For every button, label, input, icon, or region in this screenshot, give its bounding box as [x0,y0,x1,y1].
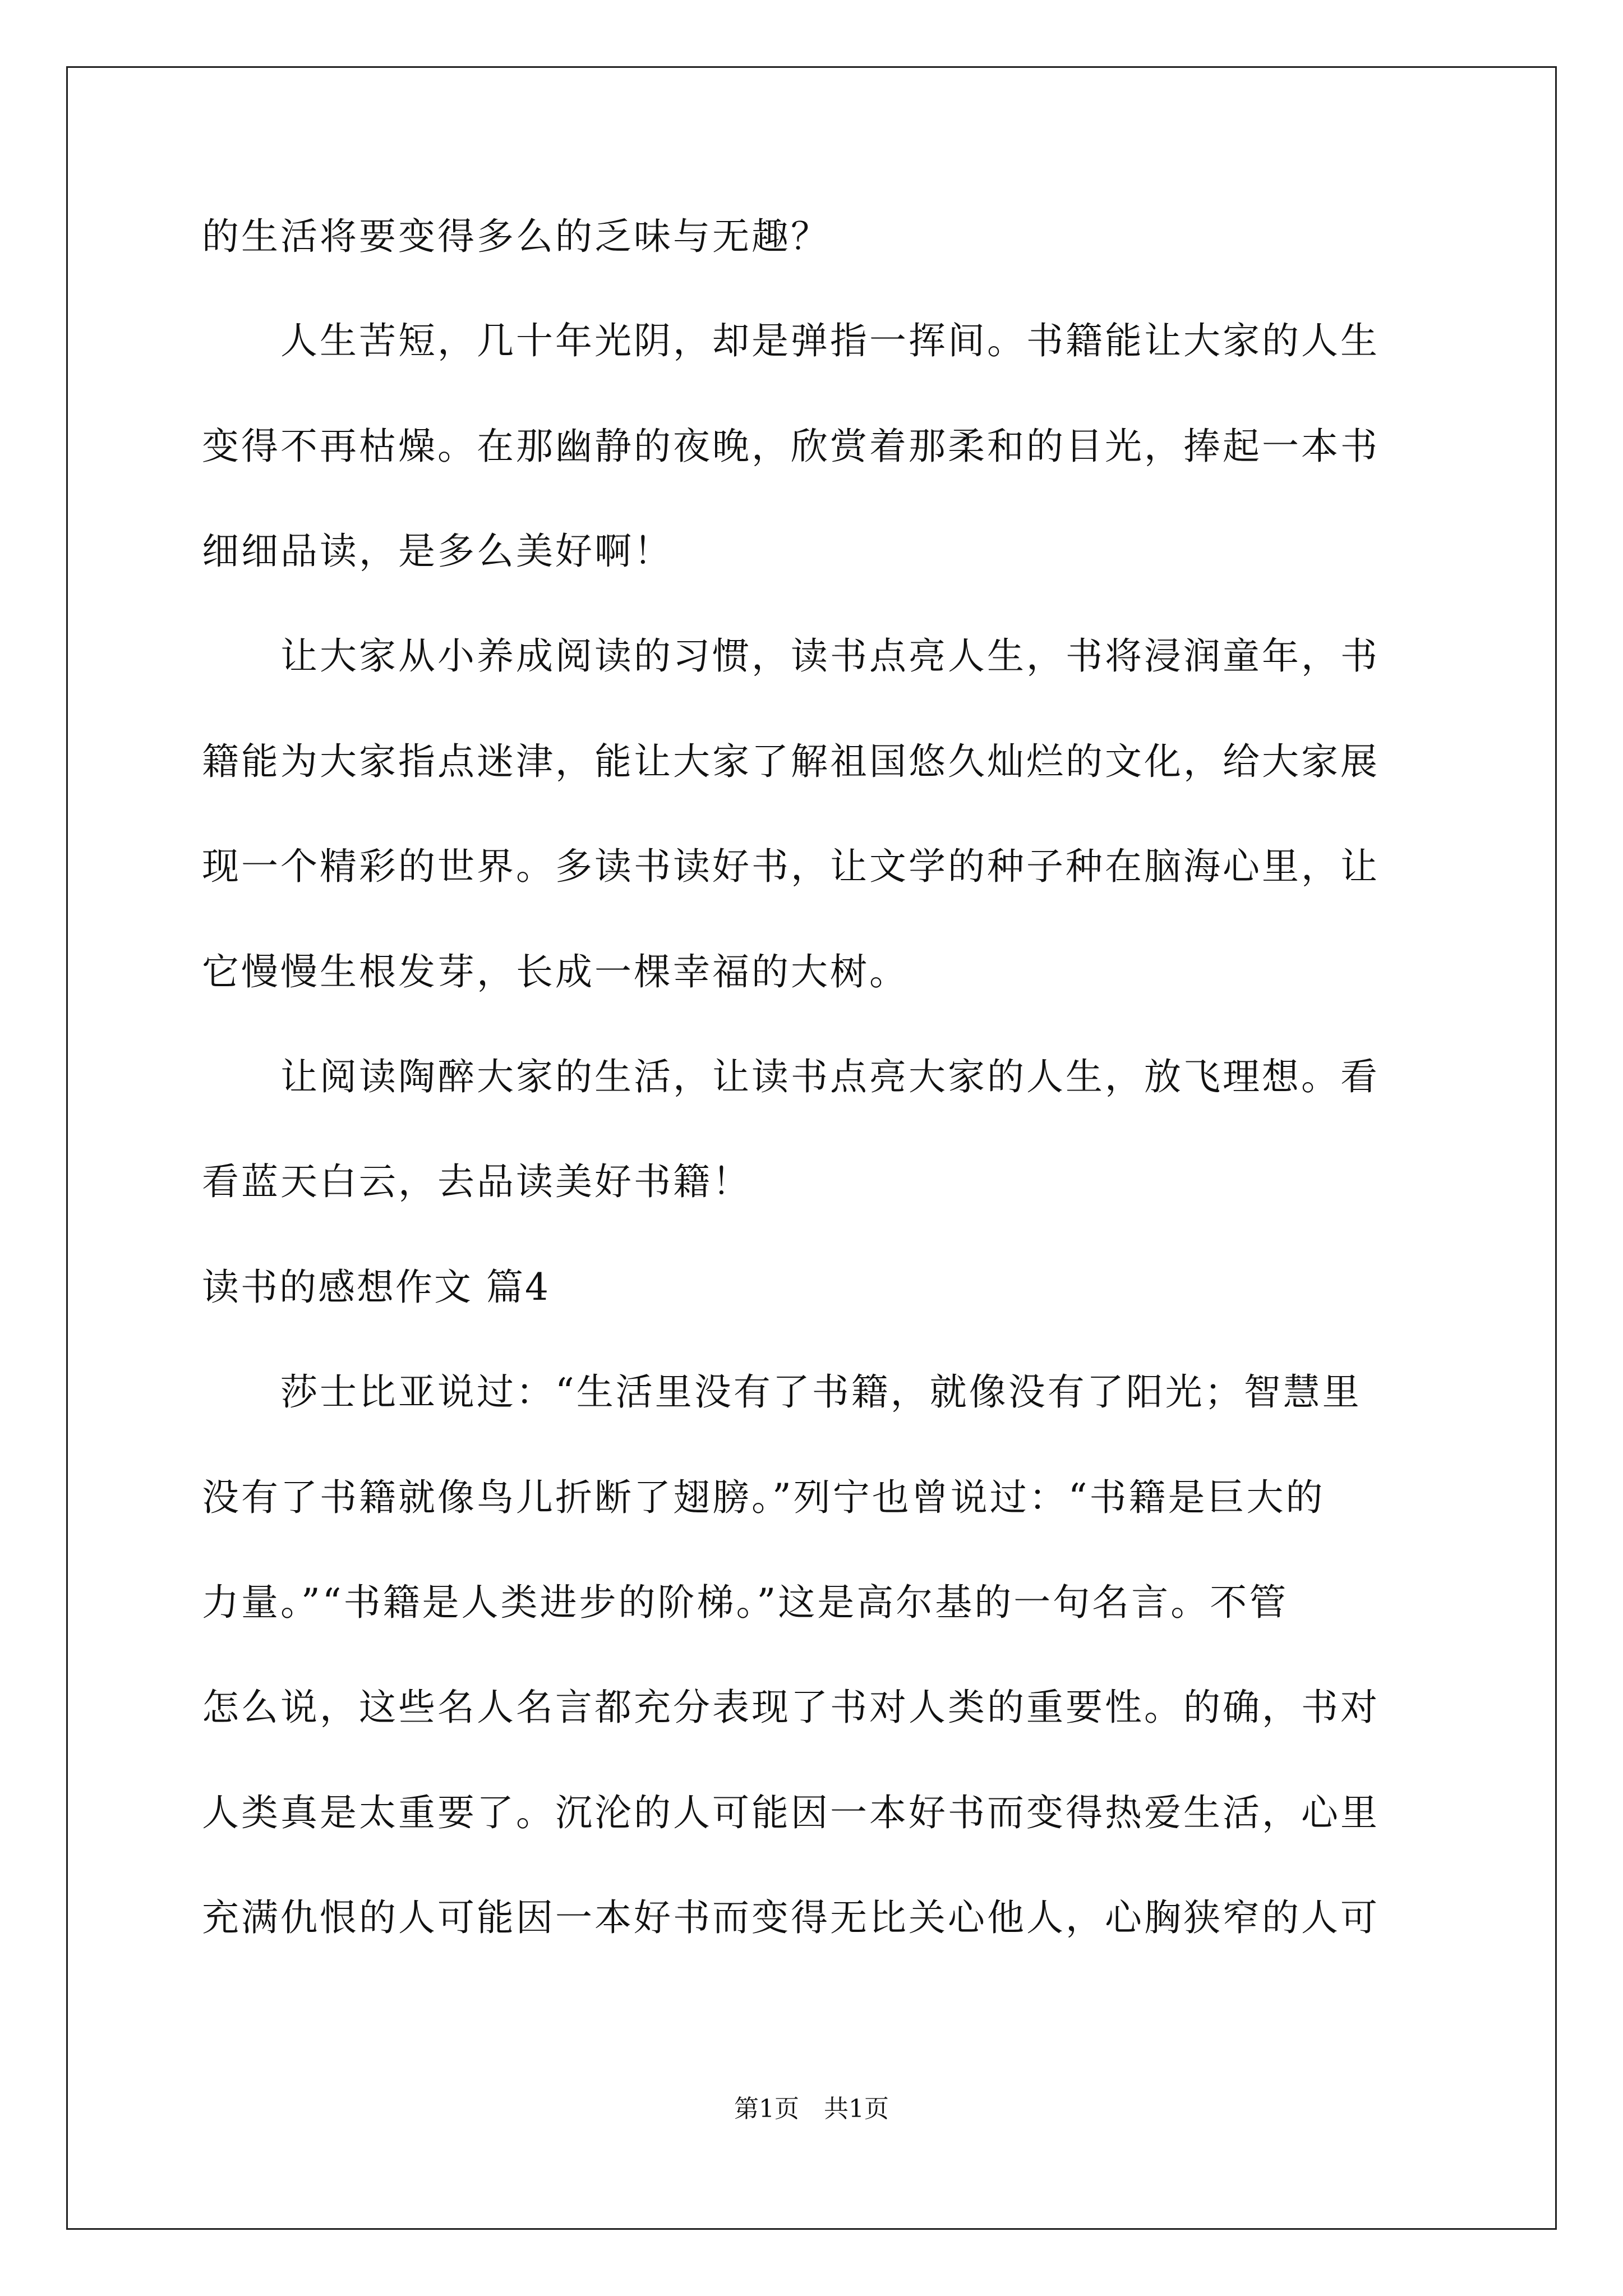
paragraph-line: 让阅读陶醉大家的生活，让读书点亮大家的人生，放飞理想。看 [280,1055,1380,1098]
section-heading: 读书的感想作文 篇4 [202,1266,550,1309]
paragraph-line: 人类真是太重要了。沉沦的人可能因一本好书而变得热爱生活，心里 [202,1791,1380,1834]
paragraph-line: 看蓝天白云，去品读美好书籍！ [202,1160,751,1203]
paragraph-line: 变得不再枯燥。在那幽静的夜晚，欣赏着那柔和的目光，捧起一本书 [202,425,1380,468]
paragraph-line: 让大家从小养成阅读的习惯，读书点亮人生，书将浸润童年，书 [280,634,1380,678]
paragraph-line: 它慢慢生根发芽，长成一棵幸福的大树。 [202,950,909,993]
paragraph-line: 怎么说，这些名人名言都充分表现了书对人类的重要性。的确，书对 [202,1686,1380,1729]
paragraph-line: 充满仇恨的人可能因一本好书而变得无比关心他人，心胸狭窄的人可 [202,1896,1380,1939]
paragraph-line: 的生活将要变得多么的乏味与无趣？ [202,215,830,258]
paragraph-line: 籍能为大家指点迷津，能让大家了解祖国悠久灿烂的文化，给大家展 [202,740,1380,783]
page-footer: 第1页 共1页 [734,2095,889,2123]
paragraph-line: 人生苦短，几十年光阴，却是弹指一挥间。书籍能让大家的人生 [280,319,1380,362]
paragraph-line: 没有了书籍就像鸟儿折断了翅膀。”列宁也曾说过：“书籍是巨大的 [202,1476,1325,1519]
paragraph-line: 细细品读，是多么美好啊！ [202,530,673,573]
paragraph-line: 莎士比亚说过：“生活里没有了书籍，就像没有了阳光；智慧里 [280,1370,1362,1414]
paragraph-line: 力量。”“书籍是人类进步的阶梯。”这是高尔基的一句名言。不管 [202,1581,1289,1624]
paragraph-line: 现一个精彩的世界。多读书读好书，让文学的种子种在脑海心里，让 [202,845,1380,888]
